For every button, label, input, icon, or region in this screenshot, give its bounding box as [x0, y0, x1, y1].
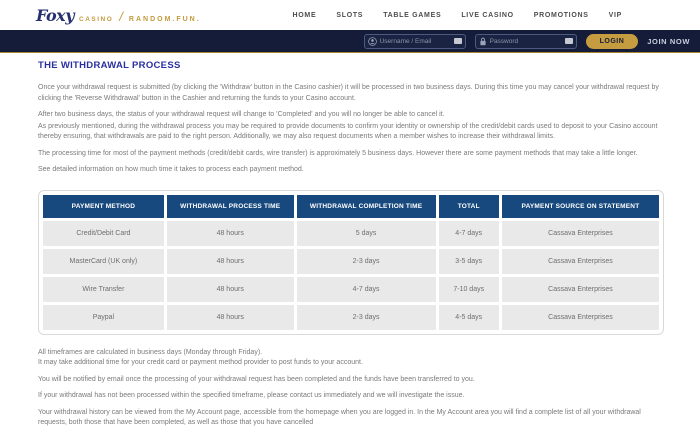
site-header: [0, 0, 700, 30]
page-title: THE WITHDRAWAL PROCESS: [38, 60, 181, 71]
brand-divider: /: [119, 8, 123, 24]
brand-logo[interactable]: [36, 6, 201, 25]
nav-item-home[interactable]: HOME: [292, 11, 317, 19]
table-cell: 48 hours: [167, 305, 294, 330]
nav-item-vip[interactable]: VIP: [608, 11, 622, 19]
table-cell: Cassava Enterprises: [502, 277, 659, 302]
keyboard-icon[interactable]: [454, 38, 462, 44]
nav-item-table-games[interactable]: TABLE GAMES: [383, 11, 442, 19]
outro-paragraph: You will be notified by email once the processing of your withdrawal request has been completed and the funds have been transferred to you.: [38, 375, 475, 383]
lock-icon: [479, 37, 487, 46]
table-header-cell: TOTAL: [439, 195, 499, 218]
table-row: [43, 277, 659, 302]
join-now-link[interactable]: JOIN NOW: [647, 36, 690, 46]
nav-item-promotions[interactable]: PROMOTIONS: [533, 11, 589, 19]
withdrawal-table-container: [38, 190, 664, 335]
table-header-cell: PAYMENT SOURCE ON STATEMENT: [502, 195, 659, 218]
password-input[interactable]: [490, 38, 562, 45]
footer-notes: [38, 348, 664, 429]
outro-paragraph: Your withdrawal history can be viewed from the My Account page, accessible from the homepage when you are logged in. In the My Account area you will find a complete list of all your withdrawal requests, both those that have been completed, as well as those that you have cancelled: [38, 408, 641, 426]
table-cell: 2-3 days: [297, 249, 436, 274]
table-cell: Cassava Enterprises: [502, 249, 659, 274]
table-cell: Cassava Enterprises: [502, 305, 659, 330]
table-header-row: [43, 195, 659, 218]
table-cell: Wire Transfer: [43, 277, 164, 302]
table-cell: Cassava Enterprises: [502, 221, 659, 246]
table-cell: 2-3 days: [297, 305, 436, 330]
table-header-cell: WITHDRAWAL PROCESS TIME: [167, 195, 294, 218]
table-cell: Paypal: [43, 305, 164, 330]
page-content: [0, 53, 700, 429]
intro-paragraph: Once your withdrawal request is submitted (by clicking the 'Withdraw' button in the Casino cashier) it will be processed in two business days. During this time you may cancel your withdrawal request by clicking the 'Reverse Withdrawal' button in the Cashier and returning the funds to your Casino account.: [38, 84, 659, 102]
intro-paragraph: See detailed information on how much time it takes to process each payment method.: [38, 166, 304, 173]
brand-casino-label: CASINO: [79, 15, 114, 23]
table-cell: 7-10 days: [439, 277, 499, 302]
table-cell: 4-7 days: [297, 277, 436, 302]
username-field-wrap: [364, 34, 466, 49]
password-field-wrap: [475, 34, 577, 49]
table-header-cell: PAYMENT METHOD: [43, 195, 164, 218]
table-row: [43, 305, 659, 330]
username-input[interactable]: [380, 38, 451, 45]
table-cell: 4-7 days: [439, 221, 499, 246]
intro-paragraph: As previously mentioned, during the withdrawal process you may be required to provide documents to confirm your identity or ownership of the credit/debit cards used to deposit to your Casino account thereby ensuring, that withdrawals are paid to the right person. Additionally, we may also request documents when a member wishes to increase their withdrawal limits.: [38, 122, 658, 140]
nav-item-slots[interactable]: SLOTS: [336, 11, 364, 19]
table-cell: 5 days: [297, 221, 436, 246]
outro-paragraph: If your withdrawal has not been processed within the specified timeframe, please contact us immediately and we will investigate the issue.: [38, 392, 465, 399]
table-cell: 48 hours: [167, 277, 294, 302]
table-cell: 3-5 days: [439, 249, 499, 274]
table-cell: 48 hours: [167, 221, 294, 246]
table-row: [43, 221, 659, 246]
table-cell: Credit/Debit Card: [43, 221, 164, 246]
withdrawal-table: [40, 192, 662, 333]
table-cell: 4-5 days: [439, 305, 499, 330]
intro-paragraph: After two business days, the status of your withdrawal request will change to 'Completed' and you will no longer be able to cancel it.: [38, 111, 445, 118]
brand-tagline: RANDOM.FUN.: [128, 15, 201, 23]
table-row: [43, 249, 659, 274]
main-nav: [293, 12, 622, 19]
table-header-cell: WITHDRAWAL COMPLETION TIME: [297, 195, 436, 218]
login-bar: [0, 30, 700, 53]
login-button[interactable]: LOGIN: [586, 34, 639, 49]
outro-paragraph: All timeframes are calculated in business days (Monday through Friday).: [38, 348, 263, 356]
table-cell: MasterCard (UK only): [43, 249, 164, 274]
keyboard-icon[interactable]: [565, 38, 573, 44]
outro-paragraph: It may take additional time for your credit card or payment method provider to post funds to your account.: [38, 359, 363, 366]
table-cell: 48 hours: [167, 249, 294, 274]
brand-name: Foxy: [36, 5, 74, 25]
intro-paragraph: The processing time for most of the payment methods (credit/debit cards, wire transfer) is approximately 5 business days. However there are some payment methods that may take a little longer.: [38, 149, 638, 157]
user-icon: [368, 37, 377, 46]
nav-item-live-casino[interactable]: LIVE CASINO: [461, 11, 514, 19]
